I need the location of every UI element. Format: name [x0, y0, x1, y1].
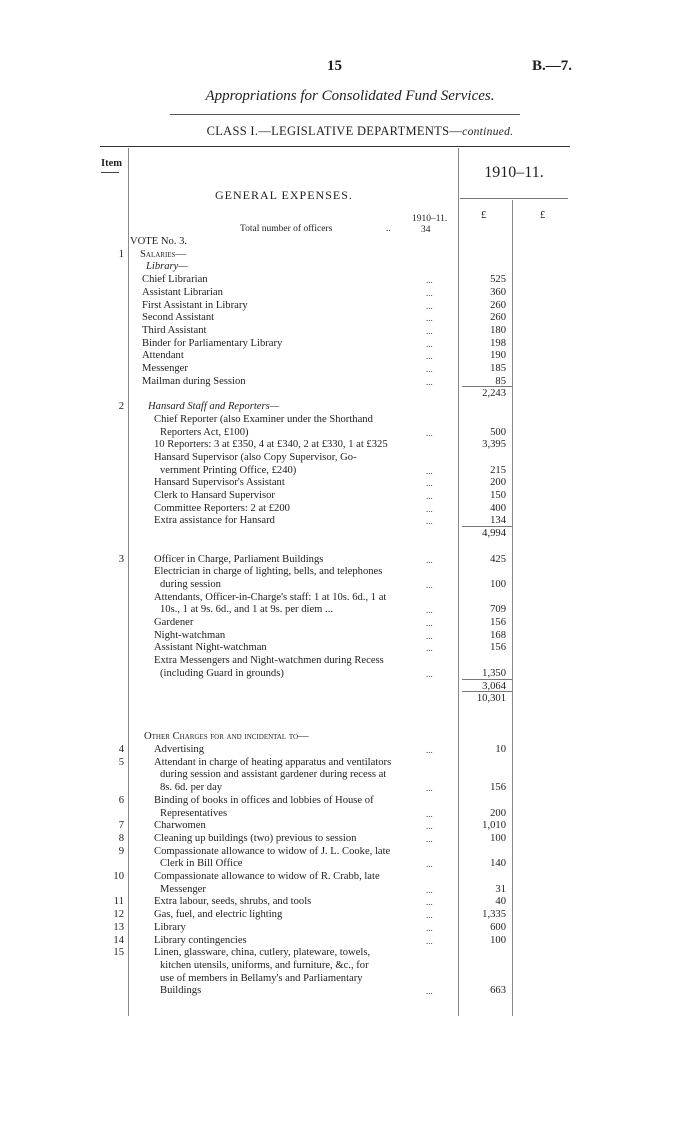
- line-amount: 3,395: [482, 439, 506, 451]
- line-text: 10 Reporters: 3 at £350, 4 at £340, 2 at £330, 1 at £325: [154, 439, 388, 451]
- table-top-rule: [100, 146, 570, 147]
- subtotal-rule: [462, 691, 512, 692]
- subtotal-amount: 3,064: [482, 680, 506, 692]
- leader-dots: ...: [426, 364, 433, 374]
- line-text: Library: [154, 921, 186, 933]
- subtotal-rule: [462, 526, 512, 527]
- line-item: [130, 350, 460, 362]
- line-amount: 200: [490, 807, 506, 819]
- item-header-underline: [101, 172, 119, 173]
- line-amount: 100: [490, 578, 506, 590]
- line-text: Cleaning up buildings (two) previous to session: [154, 832, 357, 844]
- line-amount: 525: [490, 274, 506, 286]
- page-title: Appropriations for Consolidated Fund Services.: [205, 88, 495, 104]
- line-text: Gas, fuel, and electric lighting: [154, 909, 283, 921]
- line-amount: 40: [495, 896, 506, 908]
- line-text: Attendant in charge of heating apparatus and ventilators: [154, 756, 392, 768]
- officers-count: 34: [421, 225, 431, 235]
- line-text: Reporters Act, £100): [160, 426, 249, 438]
- line-text: Messenger: [160, 883, 206, 895]
- line-text: Second Assistant: [142, 312, 215, 324]
- line-item: [130, 795, 460, 807]
- item-number: 12: [113, 909, 124, 921]
- line-item: [130, 846, 460, 858]
- subtotal-amount: 2,243: [482, 388, 506, 400]
- line-text: First Assistant in Library: [142, 299, 248, 311]
- line-item: [130, 414, 460, 426]
- leader-dots: ...: [426, 554, 433, 565]
- item-number: 6: [118, 794, 124, 806]
- leader-dots: ...: [426, 630, 433, 641]
- line-text: Compassionate allowance to widow of J. L. Cooke, late: [154, 845, 391, 857]
- line-text: Representatives: [160, 807, 228, 819]
- line-item: [130, 376, 460, 388]
- leader-dots: ...: [426, 808, 433, 819]
- line-amount: 134: [490, 515, 506, 527]
- line-item: [130, 274, 460, 286]
- line-item: [130, 630, 460, 642]
- line-text: during session and assistant gardener during recess at: [160, 769, 387, 781]
- line-amount: 100: [490, 832, 506, 844]
- line-text: Mailman during Session: [142, 375, 246, 387]
- line-item: [130, 503, 460, 515]
- item-number: 4: [118, 744, 124, 755]
- line-amount: 140: [490, 858, 506, 870]
- line-amount: 10: [495, 744, 506, 755]
- line-item: [130, 960, 460, 972]
- line-item: [130, 249, 460, 261]
- leader-dots: ...: [426, 287, 433, 298]
- leader-dots: ...: [426, 516, 433, 527]
- line-amount: 190: [490, 350, 506, 362]
- leader-dots: ...: [426, 897, 433, 908]
- line-item: [130, 833, 460, 845]
- leader-dots: ...: [426, 643, 433, 654]
- line-item: [130, 236, 460, 248]
- line-text: Night-watchman: [154, 629, 226, 641]
- line-text: Compassionate allowance to widow of R. Crabb, late: [154, 871, 380, 882]
- leader-dots: ...: [426, 313, 433, 324]
- line-item: [130, 642, 460, 654]
- title-rule: [170, 114, 520, 115]
- line-amount: 85: [495, 375, 506, 387]
- line-text: Linen, glassware, china, cutlery, plateware, towels,: [154, 947, 371, 959]
- line-amount: 200: [490, 477, 506, 489]
- line-amount: 215: [490, 464, 506, 476]
- line-item: [130, 617, 460, 629]
- line-text: 8s. 6d. per day: [160, 782, 223, 794]
- item-number: 7: [118, 820, 124, 832]
- line-item: [130, 401, 460, 413]
- line-text: Third Assistant: [142, 324, 207, 336]
- page-number: 15: [327, 58, 342, 74]
- line-text: Attendants, Officer-in-Charge's staff: 1 at 10s. 6d., 1 at: [154, 591, 387, 603]
- line-amount: 150: [490, 490, 506, 501]
- line-item: [130, 757, 460, 769]
- item-column-header: Item: [101, 158, 122, 169]
- leader-dots: ...: [426, 427, 433, 438]
- line-item: [130, 261, 460, 273]
- line-item: [130, 439, 460, 451]
- line-text: Extra labour, seeds, shrubs, and tools: [154, 896, 312, 908]
- line-item: [130, 554, 460, 566]
- line-text: Assistant Night-watchman: [154, 642, 267, 654]
- line-item: [130, 668, 460, 680]
- leader-dots: ...: [426, 503, 433, 514]
- line-text: (including Guard in grounds): [160, 667, 284, 679]
- line-text: Assistant Librarian: [142, 286, 223, 298]
- line-item: [130, 604, 460, 616]
- line-amount: 425: [490, 553, 506, 565]
- year-header-rule: [460, 198, 568, 199]
- line-text: Library contingencies: [154, 934, 247, 946]
- subtotal-amount: 4,994: [482, 528, 506, 540]
- line-amount: 156: [490, 617, 506, 628]
- line-text: Committee Reporters: 2 at £200: [154, 502, 290, 514]
- line-text: Clerk to Hansard Supervisor: [154, 490, 275, 501]
- line-item: [130, 858, 460, 870]
- line-item: [130, 896, 460, 908]
- section-title: GENERAL EXPENSES.: [215, 188, 353, 202]
- line-item: [130, 592, 460, 604]
- line-text: Other Charges for and incidental to—: [144, 731, 309, 743]
- line-text: Extra Messengers and Night-watchmen during Recess: [154, 655, 384, 667]
- line-text: Hansard Supervisor's Assistant: [154, 477, 285, 489]
- item-number: 3: [118, 553, 124, 565]
- leader-dots: ...: [426, 821, 433, 832]
- line-item: [130, 731, 460, 743]
- line-item: [130, 477, 460, 489]
- currency-header-2: £: [540, 210, 546, 221]
- line-item: [130, 947, 460, 959]
- line-item: [130, 769, 460, 781]
- line-amount: 500: [490, 426, 506, 438]
- line-text: Attendant: [142, 350, 184, 362]
- leader-dots: ...: [426, 275, 433, 286]
- line-item: [130, 909, 460, 921]
- line-amount: 260: [490, 299, 506, 311]
- line-amount: 156: [490, 782, 506, 794]
- currency-header-1: £: [481, 210, 487, 221]
- page-subtitle: CLASS I.—LEGISLATIVE DEPARTMENTS—continued.: [206, 124, 514, 138]
- line-text: Chief Librarian: [142, 274, 208, 286]
- line-text: vernment Printing Office, £240): [160, 464, 297, 476]
- line-item: [130, 985, 460, 997]
- line-amount: 709: [490, 604, 506, 616]
- leader-dots: ...: [426, 605, 433, 616]
- line-text: Library—: [146, 261, 188, 273]
- leader-dots: ...: [426, 478, 433, 489]
- line-amount: 185: [490, 363, 506, 374]
- line-item: [130, 744, 460, 756]
- officers-dots: ..: [386, 224, 391, 234]
- leader-dots: ...: [426, 910, 433, 921]
- line-text: Officer in Charge, Parliament Buildings: [154, 553, 324, 565]
- leader-dots: ...: [426, 783, 433, 794]
- line-amount: 1,335: [482, 909, 506, 921]
- line-amount: 400: [490, 502, 506, 514]
- line-amount: 1,010: [482, 820, 506, 832]
- line-text: Chief Reporter (also Examiner under the Shorthand: [154, 413, 373, 425]
- amount-column-divider: [512, 200, 513, 1016]
- line-item: [130, 490, 460, 502]
- line-text: Hansard Supervisor (also Copy Supervisor, Go-: [154, 451, 357, 463]
- leader-dots: ...: [426, 884, 433, 895]
- line-amount: 600: [490, 921, 506, 933]
- line-text: Messenger: [142, 363, 188, 374]
- line-text: Extra assistance for Hansard: [154, 515, 275, 527]
- line-text: Gardener: [154, 617, 194, 628]
- leader-dots: ...: [426, 922, 433, 933]
- subtotal-rule: [462, 386, 512, 387]
- subtotal-rule: [462, 679, 512, 680]
- line-text: Electrician in charge of lighting, bells, and telephones: [154, 566, 383, 578]
- line-amount: 260: [490, 312, 506, 324]
- line-amount: 180: [490, 324, 506, 336]
- line-item: [130, 363, 460, 375]
- item-number: 8: [118, 832, 124, 844]
- line-amount: 31: [495, 883, 506, 895]
- line-item: [130, 452, 460, 464]
- line-amount: 663: [490, 985, 506, 997]
- item-number: 14: [113, 934, 124, 946]
- year-column-header: 1910–11.: [484, 164, 544, 181]
- item-number: 13: [113, 921, 124, 933]
- line-amount: 168: [490, 629, 506, 641]
- item-number: 15: [113, 947, 124, 959]
- officers-label: Total number of officers: [240, 224, 333, 234]
- leader-dots: ...: [426, 986, 433, 997]
- line-amount: 198: [490, 337, 506, 349]
- line-item: [130, 579, 460, 591]
- line-item: [130, 465, 460, 477]
- item-number: 11: [113, 896, 124, 908]
- item-number: 2: [118, 401, 124, 413]
- line-item: [130, 884, 460, 896]
- line-item: [130, 427, 460, 439]
- leader-dots: ...: [426, 338, 433, 349]
- line-text: kitchen utensils, uniforms, and furniture, &c., for: [160, 959, 369, 971]
- line-text: use of members in Bellamy's and Parliamentary: [160, 972, 363, 984]
- line-item: [130, 325, 460, 337]
- leader-dots: ...: [426, 491, 433, 501]
- line-item: [130, 338, 460, 350]
- line-item: [130, 515, 460, 527]
- item-column-divider: [128, 148, 129, 1016]
- line-item: [130, 820, 460, 832]
- line-text: Binding of books in offices and lobbies of House of: [154, 794, 374, 806]
- line-item: [130, 935, 460, 947]
- line-text: Hansard Staff and Reporters—: [148, 401, 280, 413]
- line-item: [130, 871, 460, 883]
- line-item: [130, 782, 460, 794]
- line-text: Buildings: [160, 985, 202, 997]
- leader-dots: ...: [426, 935, 433, 946]
- line-text: 10s., 1 at 9s. 6d., and 1 at 9s. per diem ...: [160, 604, 334, 616]
- page-reference: B.—7.: [532, 58, 573, 74]
- item-number: 9: [118, 845, 124, 857]
- line-text: VOTE No. 3.: [130, 236, 188, 247]
- line-text: Clerk in Bill Office: [160, 858, 243, 870]
- leader-dots: ...: [426, 579, 433, 590]
- line-item: [130, 808, 460, 820]
- line-item: [130, 655, 460, 667]
- line-item: [130, 300, 460, 312]
- line-item: [130, 312, 460, 324]
- line-text: Binder for Parliamentary Library: [142, 337, 283, 349]
- leader-dots: ...: [426, 325, 433, 336]
- leader-dots: ...: [426, 668, 433, 679]
- line-item: [130, 566, 460, 578]
- line-amount: 156: [490, 642, 506, 654]
- item-number: 1: [118, 248, 124, 260]
- item-number: 5: [118, 756, 124, 768]
- leader-dots: ...: [426, 618, 433, 628]
- line-amount: 360: [490, 286, 506, 298]
- leader-dots: ...: [426, 745, 433, 755]
- leader-dots: ...: [426, 859, 433, 870]
- leader-dots: ...: [426, 465, 433, 476]
- leader-dots: ...: [426, 351, 433, 362]
- line-text: Salaries—: [140, 248, 187, 260]
- subtotal-amount: 10,301: [476, 693, 506, 705]
- leader-dots: ...: [426, 376, 433, 387]
- line-item: [130, 922, 460, 934]
- line-amount: 100: [490, 934, 506, 946]
- line-text: Charwomen: [154, 820, 206, 832]
- leader-dots: ...: [426, 300, 433, 311]
- line-item: [130, 287, 460, 299]
- leader-dots: ...: [426, 833, 433, 844]
- line-text: during session: [160, 578, 221, 590]
- officers-year: 1910–11.: [412, 214, 448, 224]
- line-text: Advertising: [154, 744, 205, 755]
- line-item: [130, 973, 460, 985]
- line-amount: 1,350: [482, 667, 506, 679]
- item-number: 10: [113, 871, 124, 882]
